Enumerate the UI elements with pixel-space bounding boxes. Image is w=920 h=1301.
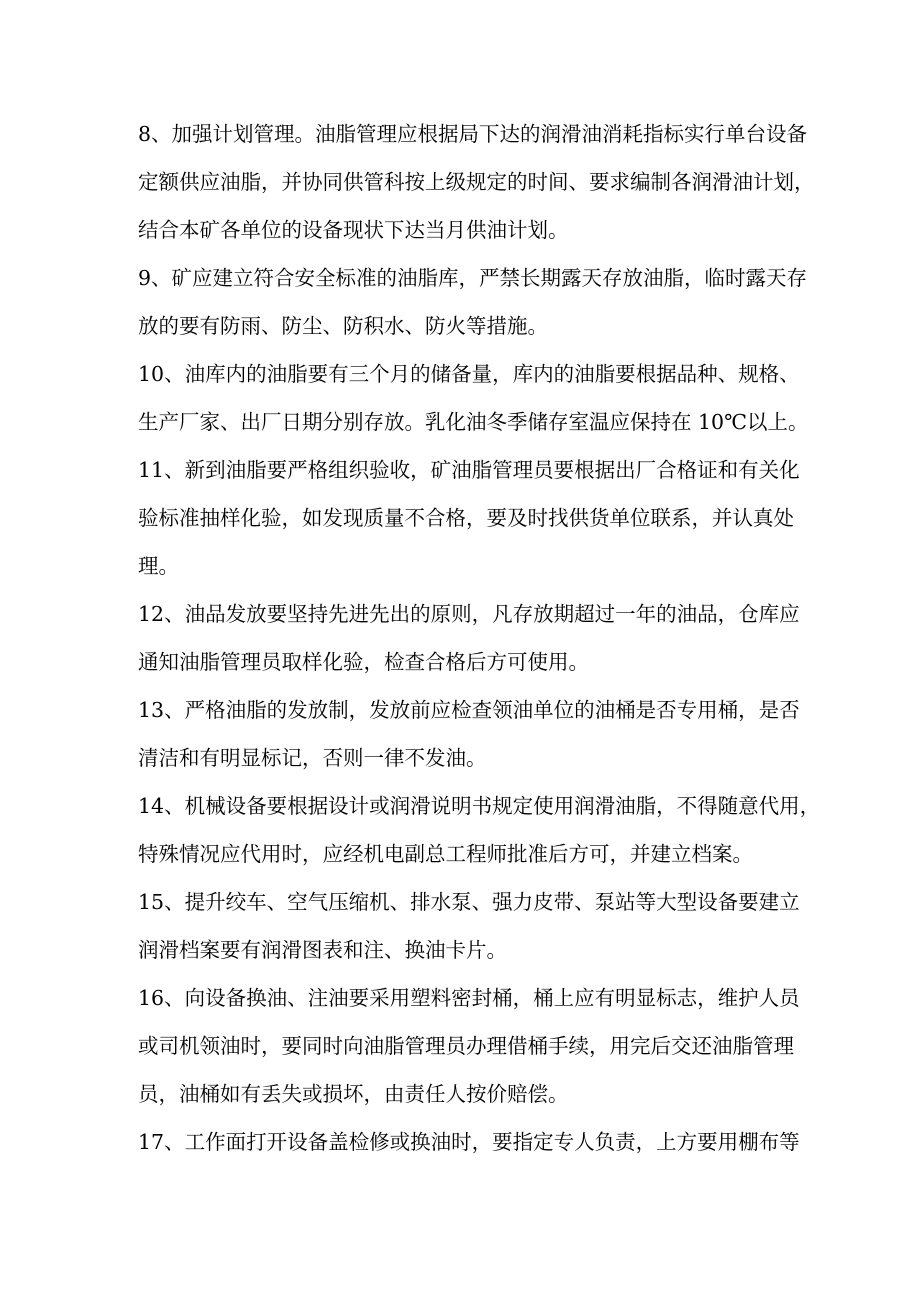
text-line: 17、工作面打开设备盖检修或换油时，要指定专人负责，上方要用棚布等 (138, 1130, 800, 1154)
text-line: 验标准抽样化验，如发现质量不合格，要及时找供货单位联系，并认真处 (138, 506, 794, 530)
text-line: 或司机领油时，要同时向油脂管理员办理借桶手续，用完后交还油脂管理 (138, 1034, 794, 1058)
text-line: 放的要有防雨、防尘、防积水、防火等措施。 (138, 314, 548, 338)
text-line: 生产厂家、出厂日期分别存放。乳化油冬季储存室温应保持在 10℃以上。 (138, 410, 809, 434)
text-line: 清洁和有明显标记，否则一律不发油。 (138, 746, 487, 770)
text-line: 13、严格油脂的发放制，发放前应检查领油单位的油桶是否专用桶，是否 (138, 698, 800, 722)
text-line: 特殊情况应代用时，应经机电副总工程师批准后方可，并建立档案。 (138, 842, 753, 866)
text-line: 12、油品发放要坚持先进先出的原则，凡存放期超过一年的油品，仓库应 (138, 602, 800, 626)
text-line: 润滑档案要有润滑图表和注、换油卡片。 (138, 938, 507, 962)
text-line: 10、油库内的油脂要有三个月的储备量，库内的油脂要根据品种、规格、 (138, 362, 800, 386)
text-line: 员，油桶如有丢失或损坏，由责任人按价赔偿。 (138, 1082, 569, 1106)
text-line: 9、矿应建立符合安全标准的油脂库，严禁长期露天存放油脂，临时露天存 (138, 266, 808, 290)
document-body (138, 110, 821, 1166)
text-line: 定额供应油脂，并协同供管科按上级规定的时间、要求编制各润滑油计划， (138, 170, 815, 194)
text-line: 理。 (138, 554, 179, 578)
text-line: 16、向设备换油、注油要采用塑料密封桶，桶上应有明显标志，维护人员 (138, 986, 800, 1010)
text-line: 11、新到油脂要严格组织验收，矿油脂管理员要根据出厂合格证和有关化 (138, 458, 800, 482)
text-line: 结合本矿各单位的设备现状下达当月供油计划。 (138, 218, 569, 242)
text-line: 通知油脂管理员取样化验，检查合格后方可使用。 (138, 650, 589, 674)
text-line: 14、机械设备要根据设计或润滑说明书规定使用润滑油脂，不得随意代用， (138, 794, 821, 818)
text-line: 15、提升绞车、空气压缩机、排水泵、强力皮带、泵站等大型设备要建立 (138, 890, 800, 914)
text-line: 8、加强计划管理。油脂管理应根据局下达的润滑油消耗指标实行单台设备 (138, 122, 808, 146)
